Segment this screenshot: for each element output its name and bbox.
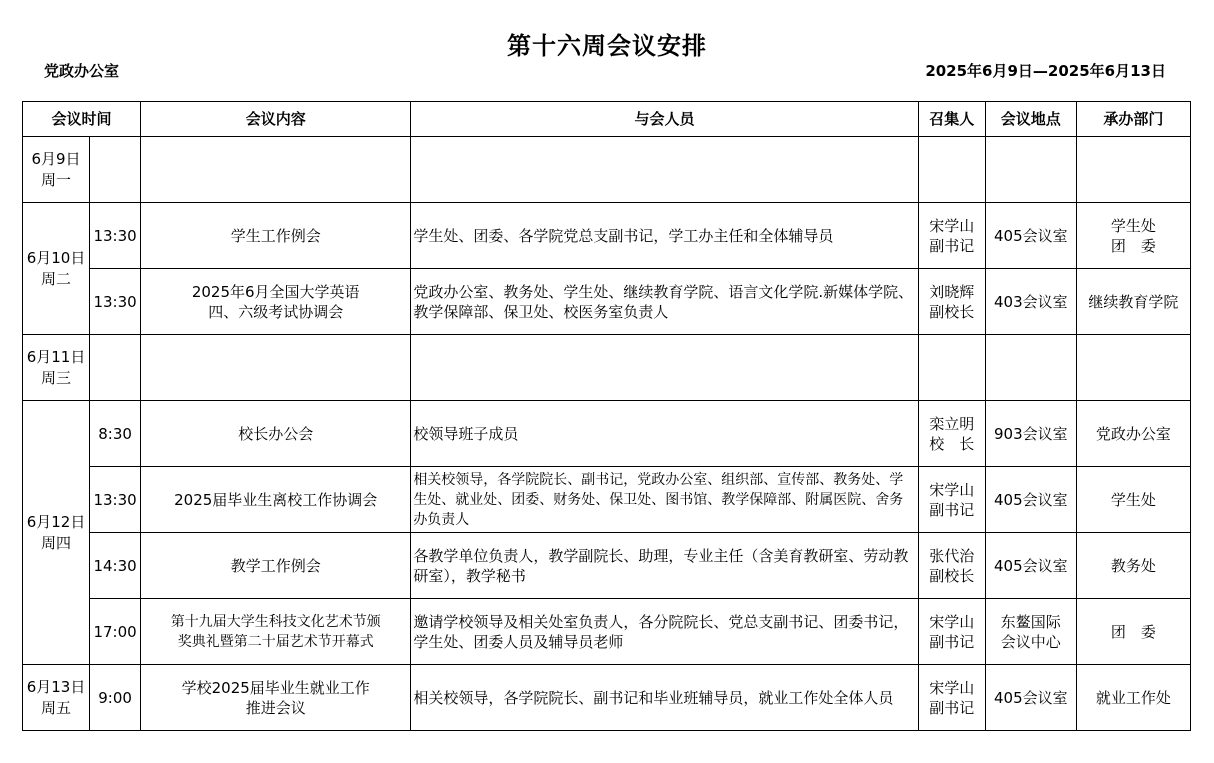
- empty-cell: [411, 137, 918, 203]
- meeting-time: 17:00: [90, 599, 141, 665]
- day-weekday: 周一: [41, 170, 72, 189]
- day-weekday: 周二: [41, 269, 72, 288]
- day-weekday: 周三: [41, 368, 72, 387]
- meeting-content: 学校2025届毕业生就业工作 推进会议: [141, 665, 411, 731]
- meeting-convener: 刘晓辉 副校长: [918, 269, 985, 335]
- office-label: 党政办公室: [44, 62, 120, 80]
- meeting-location: 405会议室: [985, 203, 1076, 269]
- day-cell: [23, 401, 90, 665]
- meeting-convener: 宋学山 副书记: [918, 467, 985, 533]
- meeting-attendees: 各教学单位负责人，教学副院长、助理，专业主任（含美育教研室、劳动教研室），教学秘书: [411, 533, 918, 599]
- meeting-location: 405会议室: [985, 467, 1076, 533]
- day-cell: [23, 137, 90, 203]
- meeting-location: 405会议室: [985, 533, 1076, 599]
- table-header-row: [23, 102, 1191, 137]
- meeting-organizer: 就业工作处: [1076, 665, 1190, 731]
- day-date: 6月11日: [26, 347, 86, 366]
- meeting-location: 405会议室: [985, 665, 1076, 731]
- empty-cell: [985, 335, 1076, 401]
- meeting-organizer: 继续教育学院: [1076, 269, 1190, 335]
- table-row: [23, 269, 1191, 335]
- meeting-content: 校长办公会: [141, 401, 411, 467]
- meeting-time: 13:30: [90, 467, 141, 533]
- empty-cell: [90, 335, 141, 401]
- day-cell: [23, 203, 90, 335]
- day-weekday: 周五: [41, 698, 72, 717]
- meeting-content: 教学工作例会: [141, 533, 411, 599]
- header-organizer: 承办部门: [1076, 102, 1190, 137]
- day-cell: [23, 335, 90, 401]
- meeting-location: 903会议室: [985, 401, 1076, 467]
- empty-cell: [918, 137, 985, 203]
- day-cell: [23, 665, 90, 731]
- day-date: 6月13日: [26, 677, 86, 696]
- empty-cell: [918, 335, 985, 401]
- meeting-attendees: 学生处、团委、各学院党总支副书记，学工办主任和全体辅导员: [411, 203, 918, 269]
- day-date: 6月12日: [26, 512, 86, 531]
- meeting-content: 学生工作例会: [141, 203, 411, 269]
- meeting-attendees: 相关校领导，各学院院长、副书记，党政办公室、组织部、宣传部、教务处、学生处、就业处、团委、财务处、保卫处、图书馆、教学保障部、附属医院、舍务办负责人: [411, 467, 918, 533]
- page-title: 第十六周会议安排: [507, 31, 707, 60]
- meeting-time: 13:30: [90, 269, 141, 335]
- meeting-time: 14:30: [90, 533, 141, 599]
- meeting-attendees: 党政办公室、教务处、学生处、继续教育学院、语言文化学院.新媒体学院、教学保障部、保卫处、校医务室负责人: [411, 269, 918, 335]
- day-weekday: 周四: [41, 533, 72, 552]
- header-content: 会议内容: [141, 102, 411, 137]
- meeting-organizer: 学生处: [1076, 467, 1190, 533]
- header-convener: 召集人: [918, 102, 985, 137]
- meeting-location: 403会议室: [985, 269, 1076, 335]
- empty-cell: [141, 137, 411, 203]
- header-attendees: 与会人员: [411, 102, 918, 137]
- meeting-attendees: 校领导班子成员: [411, 401, 918, 467]
- meeting-content: 2025届毕业生离校工作协调会: [141, 467, 411, 533]
- day-date: 6月10日: [26, 248, 86, 267]
- table-row: [23, 467, 1191, 533]
- meeting-organizer: 教务处: [1076, 533, 1190, 599]
- day-date: 6月9日: [31, 149, 81, 168]
- meeting-organizer: 党政办公室: [1076, 401, 1190, 467]
- meeting-location: 东鳌国际 会议中心: [985, 599, 1076, 665]
- meeting-organizer: 团 委: [1076, 599, 1190, 665]
- table-row: [23, 599, 1191, 665]
- meeting-content: 第十九届大学生科技文化艺术节颁 奖典礼暨第二十届艺术节开幕式: [141, 599, 411, 665]
- table-row: [23, 203, 1191, 269]
- meeting-attendees: 邀请学校领导及相关处室负责人，各分院院长、党总支副书记、团委书记，学生处、团委人员及辅导员老师: [411, 599, 918, 665]
- meeting-convener: 宋学山 副书记: [918, 665, 985, 731]
- table-row: [23, 137, 1191, 203]
- meeting-convener: 栾立明 校 长: [918, 401, 985, 467]
- meeting-time: 13:30: [90, 203, 141, 269]
- meeting-time: 9:00: [90, 665, 141, 731]
- table-row: [23, 335, 1191, 401]
- meeting-convener: 宋学山 副书记: [918, 203, 985, 269]
- header-location: 会议地点: [985, 102, 1076, 137]
- table-row: [23, 401, 1191, 467]
- table-row: [23, 533, 1191, 599]
- meeting-convener: 宋学山 副书记: [918, 599, 985, 665]
- empty-cell: [90, 137, 141, 203]
- table-row: [23, 665, 1191, 731]
- date-range: 2025年6月9日—2025年6月13日: [925, 62, 1166, 80]
- empty-cell: [1076, 137, 1190, 203]
- meeting-content: 2025年6月全国大学英语 四、六级考试协调会: [141, 269, 411, 335]
- empty-cell: [985, 137, 1076, 203]
- meeting-convener: 张代治 副校长: [918, 533, 985, 599]
- meeting-time: 8:30: [90, 401, 141, 467]
- header-time: 会议时间: [23, 102, 141, 137]
- empty-cell: [1076, 335, 1190, 401]
- empty-cell: [141, 335, 411, 401]
- empty-cell: [411, 335, 918, 401]
- schedule-table: [22, 101, 1191, 731]
- meeting-attendees: 相关校领导，各学院院长、副书记和毕业班辅导员，就业工作处全体人员: [411, 665, 918, 731]
- meeting-organizer: 学生处 团 委: [1076, 203, 1190, 269]
